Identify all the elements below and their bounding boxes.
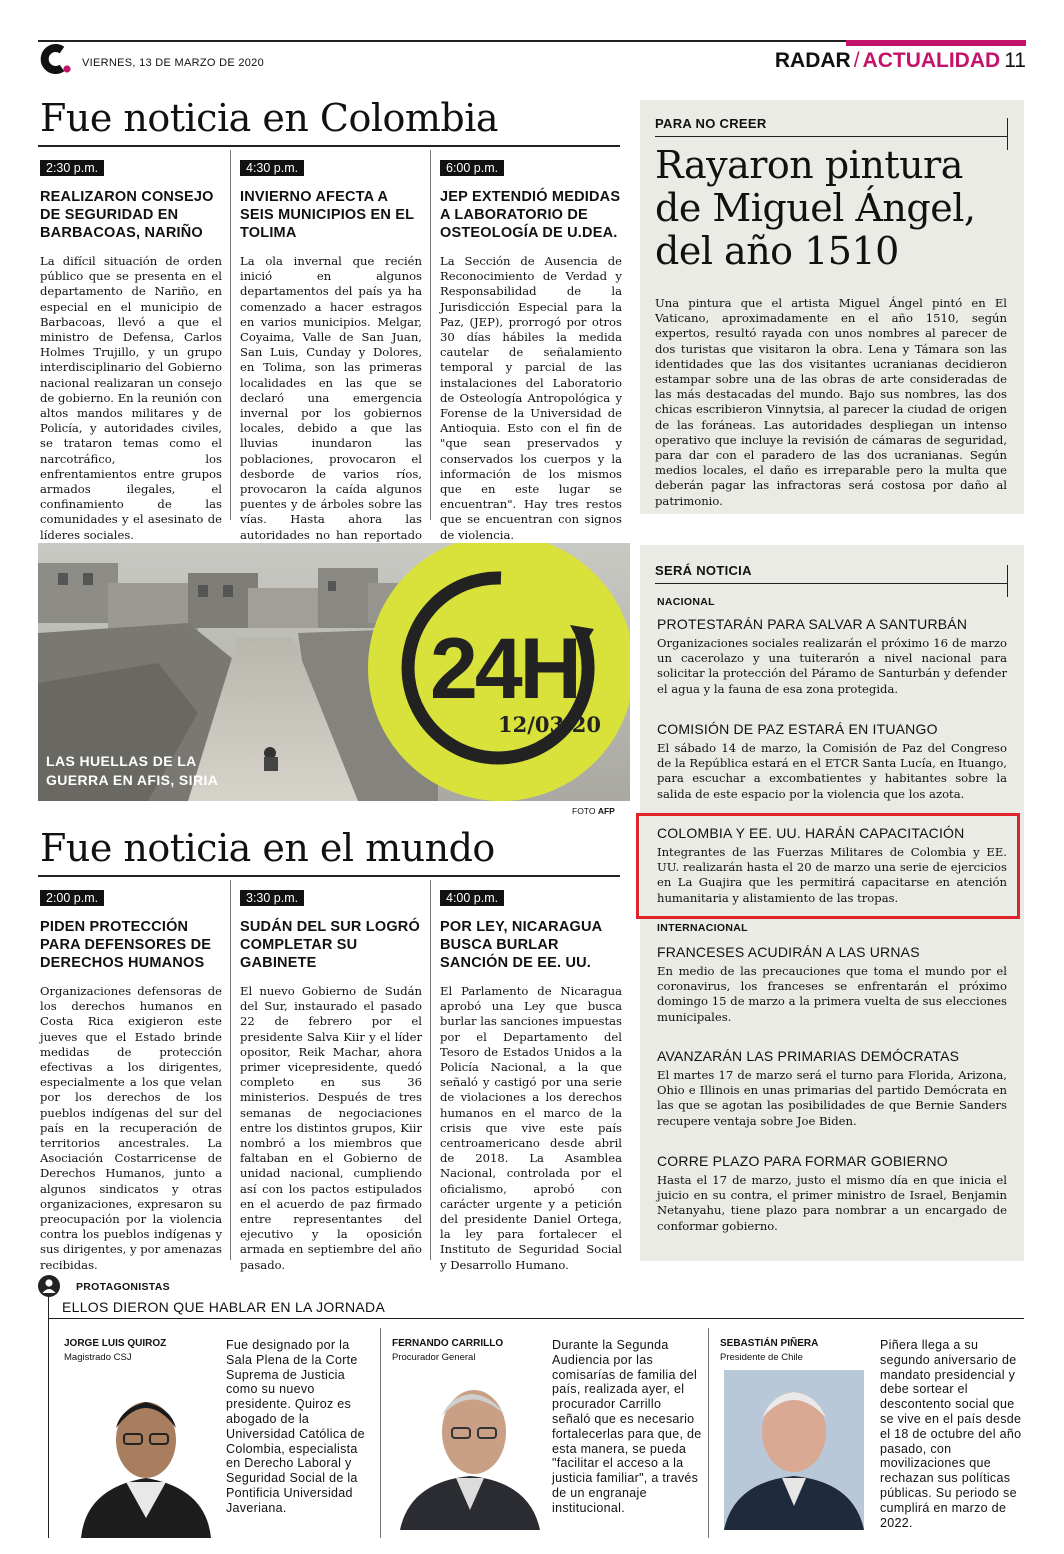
sera-noticia-label: SERÁ NOTICIA: [655, 563, 752, 578]
protagonistas-rule: [48, 1318, 1024, 1319]
photo-credit-prefix: FOTO: [572, 806, 596, 816]
article-headline: POR LEY, NICARAGUA BUSCA BURLAR SANCIÓN DE EE. UU.: [440, 919, 602, 971]
para-no-creer-body: Una pintura que el artista Miguel Ángel pintó en El Vaticano, aproximadamente en el año 1510, según expertos, resultó rayada con unos nombres al parecer de dos turistas que visitaron la obra. Lena y Támara son las identidades que las dos visitantes ucranianas decidieron estampar sobre una de las obras de arte consideradas de las más destacadas del mundo. Bajo sus nombres, las dos chicas escribieron Vinnytsia, al parecer la ciudad de origen de las foráneas. Las autoridades despliegan un intenso operativo que incluye la revisión de cámaras de seguridad, para dar con el paradero de las dos ucranianas. Según medios locales, el daño es irreparable pero la multa que deberán pagar las infractoras será costosa por daño al patrimonio.: [655, 296, 1007, 508]
article-headline: JEP EXTENDIÓ MEDIDAS A LABORATORIO DE OSTEOLOGÍA DE U.DEA.: [440, 189, 621, 241]
person-glyph: [38, 1275, 60, 1297]
article-headline: SUDÁN DEL SUR LOGRÓ COMPLETAR SU GABINETE: [240, 919, 420, 971]
sera-noticia-headline: COLOMBIA Y EE. UU. HARÁN CAPACITACIÓN: [657, 825, 965, 841]
sera-noticia-headline: FRANCESES ACUDIRÁN A LAS URNAS: [657, 944, 920, 960]
article-headline: REALIZARON CONSEJO DE SEGURIDAD EN BARBACOAS, NARIÑO: [40, 189, 214, 241]
protagonist-divider: [380, 1328, 381, 1538]
section-separator: /: [853, 49, 860, 72]
sera-noticia-item: [657, 944, 1007, 1025]
portrait-image: [400, 1370, 540, 1530]
protagonist-name: JORGE LUIS QUIROZ: [64, 1338, 167, 1349]
sera-noticia-headline: COMISIÓN DE PAZ ESTARÁ EN ITUANGO: [657, 721, 938, 737]
sera-noticia-item: [657, 1048, 1007, 1129]
protagonist-name: FERNANDO CARRILLO: [392, 1338, 504, 1349]
protagonist-1-header: [64, 1338, 166, 1363]
sera-noticia-body: Organizaciones sociales realizarán el próximo 16 de marzo un cacerolazo y una tuiterarón a nivel nacional para solicitar la protección del Páramo de Santurbán y defender el agua y la fauna de esa zona protegida.: [657, 636, 1007, 696]
article-time: 2:00 p.m.: [40, 890, 104, 906]
protagonist-role: Procurador General: [392, 1352, 476, 1363]
highlight-box: [636, 813, 1020, 919]
protagonistas-label: PROTAGONISTAS: [76, 1281, 170, 1293]
article-body: El nuevo Gobierno de Sudán del Sur, instaurado el pasado 22 de febrero por el presidente Salva Kiir y el líder opositor, Reik Machar, ahora primer vicepresidente, quedó completo en sus 36 ministerios. Después de tres semanas de negociaciones entre los distintos grupos, Kiir nombró a los miembros que faltaban en el Gobierno de unidad nacional, cumpliendo así con los pactos estipulados en el acuerdo de paz firmado entre representantes del ejecutivo y la oposición armada en septiembre del año pasado.: [240, 984, 422, 1272]
protagonistas-side-rule: [48, 1294, 49, 1538]
para-no-creer-label: PARA NO CREER: [655, 116, 767, 131]
nacional-label: NACIONAL: [657, 596, 715, 608]
mundo-title-rule: [38, 875, 620, 877]
para-no-creer-rule: [655, 136, 1007, 137]
portrait-image: [76, 1378, 216, 1538]
mundo-article-3: [440, 887, 622, 1273]
sera-noticia-body: El sábado 14 de marzo, la Comisión de Paz del Congreso de la República estará en el ETCR Santa Lucía, en Ituango, para escuchar a excombatientes y habitantes sobre la salida de este espacio por la violencia que los azota.: [657, 741, 1007, 801]
sera-noticia-item: [657, 616, 1007, 697]
column-divider: [230, 880, 231, 1260]
sera-noticia-body: Hasta el 17 de marzo, justo el mismo día en que inicia el juicio en su contra, el primer ministro de Israel, Benjamin Netanyahu, tiene plazo para nombrar a un encargado de conformar gobierno.: [657, 1173, 1007, 1233]
protagonist-photo: [724, 1370, 864, 1530]
protagonist-3-header: [720, 1338, 818, 1363]
sera-noticia-item: [657, 1153, 1007, 1234]
person-icon: [38, 1275, 60, 1297]
photo-caption-line-2: GUERRA EN AFIS, SIRIA: [46, 772, 219, 788]
colombia-article-3: [440, 157, 622, 543]
sera-noticia-rule: [655, 583, 1007, 584]
colombia-article-2: [240, 157, 422, 558]
sera-noticia-body: Integrantes de las Fuerzas Militares de Colombia y EE. UU. realizarán hasta el 20 de marzo una serie de ejercicios en La Guajira que les permitirá capacitarse en atención humanitaria y alistamiento de las tropas.: [657, 845, 1007, 905]
photo-caption-line-1: LAS HUELLAS DE LA: [46, 753, 197, 769]
colombia-section-title: Fue noticia en Colombia: [40, 96, 499, 140]
page-number: 11: [1004, 49, 1026, 72]
newspaper-logo: [38, 44, 72, 74]
protagonist-role: Magistrado CSJ: [64, 1352, 132, 1363]
section-name: RADAR: [774, 49, 851, 72]
sera-noticia-corner-line: [1007, 565, 1008, 597]
subsection-name: ACTUALIDAD: [862, 49, 1001, 72]
protagonist-text: Fue designado por la Sala Plena de la Corte Suprema de Justicia como su nuevo presidente. Quiroz es abogado de la Universidad Católica de Colombia, especialista en Derecho Laboral y Seguridad Social de la Pontificia Universidad Javeriana.: [226, 1338, 365, 1515]
article-body: La ola invernal que recién inició en algunos departamentos del país ya ha comenzado a hacer estragos en varios municipios. Melgar, Coyaima, Valle de San Juan, San Luis, Cunday y Dolores, en Tolima, son las primeras localidades en las que se declaró una emergencia invernal por los gobiernos locales, debido a que las lluvias inundaron las poblaciones, provocaron el desborde de varios ríos, provocaron la caída algunos puentes y de árboles sobre las vías. Hasta ahora las autoridades no han reportado: [240, 254, 422, 542]
column-divider: [230, 150, 231, 520]
article-headline: INVIERNO AFECTA A SEIS MUNICIPIOS EN EL TOLIMA: [240, 189, 414, 241]
internacional-label: INTERNACIONAL: [657, 922, 748, 934]
article-body: Organizaciones defensoras de los derechos humanos en Costa Rica exigieron este jueves que el Estado brinde medidas de protección efectivas a los dirigentes, especialmente a los que velan por los derechos de los pueblos indígenas del sur del país en la recuperación de territorios ancestrales. La Asociación Costarricense de Derechos Humanos, junto a algunos sindicatos y otras organizaciones, expresaron su preocupación por la violencia contra los pueblos indígenas y sus dirigentes, y por amenazas recibidas.: [40, 984, 223, 1272]
protagonistas-subtitle: ELLOS DIERON QUE HABLAR EN LA JORNADA: [62, 1299, 386, 1315]
sera-noticia-body: En medio de las precauciones que toma el mundo por el coronavirus, los franceses se enfrentarán el próximo domingo 15 de marzo a la primera vuelta de sus elecciones municipales.: [657, 964, 1007, 1024]
article-body: La difícil situación de orden público que se presenta en el departamento de Nariño, en especial en el municipio de Barbacoas, llevó a que el ministro de Defensa, Carlos Holmes Trujillo, y un grupo interdisciplinario del Gobierno nacional realizaran un consejo de gobierno. En la reunión con altos mandos militares y de Policía, y autoridades civiles, se trataron temas como el narcotráfico, los enfrentamientos entre grupos armados ilegales, el confinamiento de las comunidades y el asesinato de líderes sociales.: [40, 254, 222, 542]
colombia-article-1: [40, 157, 222, 543]
protagonist-photo: [400, 1370, 540, 1530]
mundo-section-title: Fue noticia en el mundo: [40, 826, 495, 870]
sera-noticia-item: [657, 721, 1007, 802]
photo-credit-agency: AFP: [597, 806, 615, 816]
article-time: 4:30 p.m.: [240, 160, 304, 176]
column-divider: [430, 880, 431, 1260]
sera-noticia-body: El martes 17 de marzo será el turno para Florida, Arizona, Ohio e Illinois en unas primarias del partido Demócrata en las que se agotan las posibilidades de que Bernie Sanders recupere ventaja sobre Joe Biden.: [657, 1068, 1007, 1128]
protagonist-divider: [708, 1328, 709, 1538]
article-time: 2:30 p.m.: [40, 160, 104, 176]
sera-noticia-headline: AVANZARÁN LAS PRIMARIAS DEMÓCRATAS: [657, 1048, 960, 1064]
article-time: 3:30 p.m.: [240, 890, 304, 906]
section-header: [775, 49, 1026, 73]
protagonist-text: Durante la Segunda Audiencia por las comisarías de familia del país, realizada ayer, el procurador Carrillo señaló que es necesario fortalecerlas para que, de esta manera, se pueda "facilitar el acceso a la justicia familiar", a través de un engranaje institucional.: [552, 1338, 702, 1515]
sera-noticia-headline: CORRE PLAZO PARA FORMAR GOBIERNO: [657, 1153, 948, 1169]
column-divider: [430, 150, 431, 520]
article-time: 4:00 p.m.: [440, 890, 504, 906]
mundo-article-1: [40, 887, 222, 1273]
section-accent-bar: [846, 40, 1026, 46]
protagonist-text: Piñera llega a su segundo aniversario de mandato presidencial y debe sortear el descontento social que se vive en el país desde el 18 de octubre del año pasado, con movilizaciones que rechazan sus políticas públicas. Su periodo se cumplirá en marzo de 2022.: [880, 1338, 1022, 1530]
protagonist-photo: [76, 1378, 216, 1538]
article-body: El Parlamento de Nicaragua aprobó una Ley que busca burlar las sanciones impuestas por el Departamento del Tesoro de Estados Unidos a la Policía Nacional, a la que señaló y castigó por una serie de violaciones a los derechos humanos en el marco de la crisis que vive este país centroamericano desde abril de 2018. La Asamblea Nacional, controlada por el oficialismo, aprobó con carácter urgente y a petición del presidente Daniel Ortega, la ley para fortalecer el Instituto de Seguridad Social y Desarrollo Humano.: [440, 984, 622, 1272]
para-no-creer-corner-line: [1007, 118, 1008, 150]
mundo-article-2: [240, 887, 422, 1273]
photo-credit: [572, 806, 615, 816]
protagonist-2-header: [392, 1338, 503, 1363]
photo-caption: [46, 752, 218, 790]
protagonist-name: SEBASTIÁN PIÑERA: [720, 1338, 819, 1349]
protagonist-role: Presidente de Chile: [720, 1352, 803, 1363]
issue-date: VIERNES, 13 DE MARZO DE 2020: [82, 57, 265, 69]
24h-badge-text: 24H: [430, 621, 579, 717]
article-headline: PIDEN PROTECCIÓN PARA DEFENSORES DE DERECHOS HUMANOS: [40, 919, 212, 971]
para-no-creer-title: Rayaron pintura de Miguel Ángel, del año 1510: [655, 143, 976, 273]
portrait-image: [724, 1370, 864, 1530]
sera-noticia-headline: PROTESTARÁN PARA SALVAR A SANTURBÁN: [657, 616, 968, 632]
24h-badge-date: 12/03/20: [498, 712, 602, 737]
article-time: 6:00 p.m.: [440, 160, 504, 176]
article-body: La Sección de Ausencia de Reconocimiento de Verdad y Responsabilidad de la Jurisdicción Especial para la Paz, (JEP), prorrogó por otros 30 días hábiles la medida cautelar de señalamiento temporal y parcial de las instalaciones del Laboratorio de Osteología Antropológica y Forense de la Universidad de Antioquia. Esto con el fin de "que sean preservados y conservados los cuerpos y la información de los mismos que en este lugar se encuentran". Hay tres restos que se encuentran con signos de violencia.: [440, 254, 622, 542]
colombia-title-rule: [38, 145, 620, 147]
